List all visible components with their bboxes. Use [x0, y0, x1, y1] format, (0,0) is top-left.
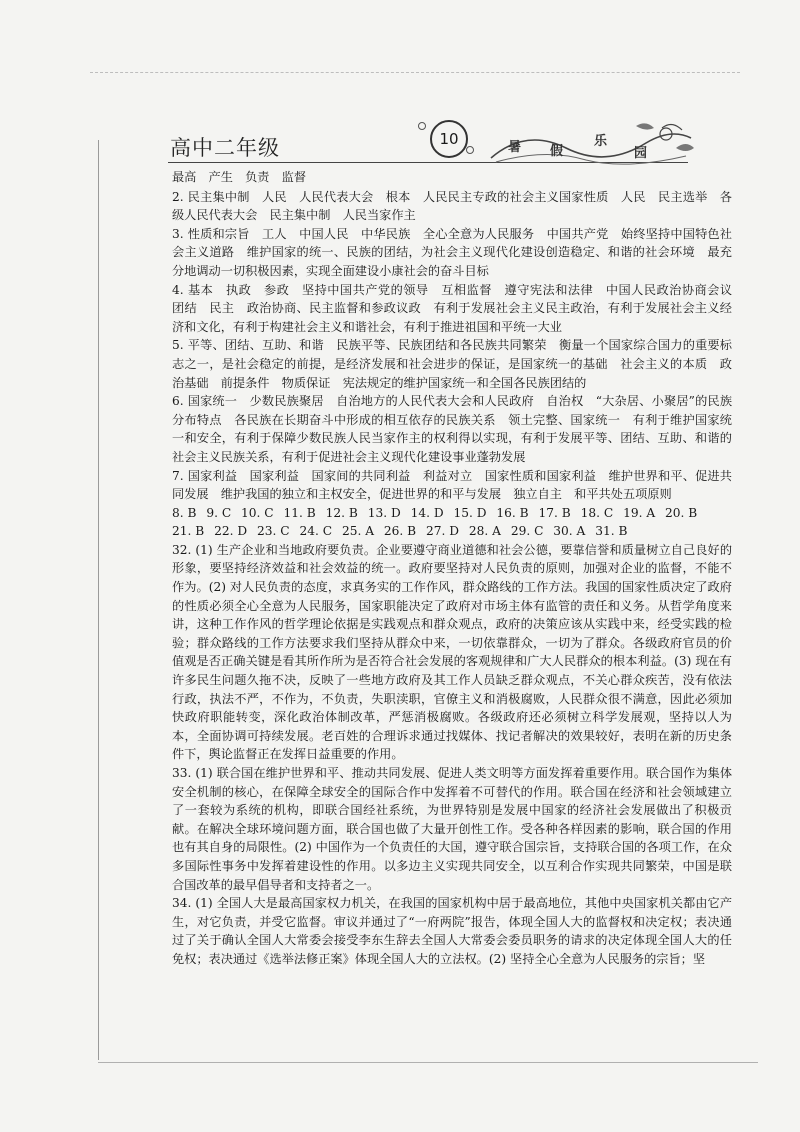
choice-answer: 20. B	[665, 505, 698, 520]
page-bottom-line	[98, 1062, 758, 1063]
decor-dot	[466, 146, 474, 154]
answer-item	[172, 336, 732, 392]
choice-answer: 23. C	[257, 524, 290, 539]
page-number: 10	[430, 120, 468, 158]
page-left-margin-line	[98, 140, 99, 1060]
choice-answer: 26. B	[383, 524, 417, 539]
essay-answer	[172, 541, 732, 764]
choice-answer: 27. D	[425, 524, 459, 539]
choice-answer: 10. C	[241, 505, 274, 520]
essay-answer	[172, 894, 732, 968]
choice-answer: 12. B	[325, 505, 358, 520]
item-text: (1) 联合国在维护世界和平、推动共同发展、促进人类文明等方面发挥着重要作用。联合国作为集体安全机制的核心，在保障全球安全的国际合作中发挥着不可替代的作用。联合国在经济和社会领域建立了一套较为系统的机构，即联合国经社系统，为世界特别是发展中国家的经济社会发展做出了积极贡献。在解决全球环境问题方面，联合国也做了大量开创性工作。受各种各样因素的影响，联合国的作用也有其自身的局限性。(2) 中国作为一个负责任的大国，遵守联合国宗旨，支持联合国的各项工作，在众多国际性事务中发挥着建设性的作用。以多边主义实现共同安全，以互利合作实现共同繁荣，中国是联合国改革的最早倡导者和支持者之一。	[172, 766, 733, 892]
grade-title: 高中二年级	[170, 136, 280, 160]
essay-answer	[172, 764, 732, 894]
answer-item	[172, 467, 732, 504]
item-number: 2.	[172, 189, 184, 204]
choice-answer: 28. A	[468, 524, 501, 539]
item-text: 平等、团结、互助、和谐 民族平等、民族团结和各民族共同繁荣 衡量一个国家综合国力的重要标志之一，是社会稳定的前提，是经济发展和社会进步的保证，是国家统一的基础 社会主义的本质 政治基础 前提条件 物质保证 宪法规定的维护国家统一和全国各民族团结的	[172, 338, 732, 390]
banner-char: 暑	[508, 140, 522, 155]
choice-answer: 29. C	[510, 524, 544, 539]
choice-answer: 15. D	[453, 505, 487, 520]
choice-answers-row	[172, 522, 732, 541]
item-number: 33.	[172, 766, 192, 780]
item-number: 32.	[172, 542, 192, 557]
answer-item	[172, 188, 732, 225]
banner-char: 园	[634, 146, 648, 161]
answer-item	[172, 168, 732, 187]
answer-item	[172, 225, 732, 281]
answer-item	[172, 281, 745, 337]
choice-answer: 21. B	[172, 524, 205, 539]
choice-answer: 13. D	[367, 505, 401, 520]
choice-answer: 17. B	[538, 505, 571, 520]
decor-dot	[418, 122, 426, 130]
answer-content	[172, 168, 745, 969]
choice-answer: 18. C	[580, 505, 614, 520]
choice-answer: 31. B	[595, 524, 628, 539]
item-number: 7.	[172, 468, 184, 483]
item-text: 国家统一 少数民族聚居 自治地方的人民代表大会和人民政府 自治权 “大杂居、小聚居”的民族分布特点 各民族在长期奋斗中形成的相互依存的民族关系 领土完整、国家统一 有利于维护国家统一和安全，有利于保障少数民族人民当家作主的权利得以实现，有利于发展平等、团结、互助、和谐的社会主义民族关系，有利于促进社会主义现代化建设事业蓬勃发展	[172, 394, 733, 464]
answer-item	[172, 392, 732, 466]
choice-answer: 24. C	[299, 524, 333, 539]
item-text: 最高 产生 负责 监督	[172, 170, 307, 184]
item-number: 34.	[172, 896, 192, 911]
choice-answer: 19. A	[623, 505, 656, 520]
item-text: 基本 执政 参政 坚持中国共产党的领导 互相监督 遵守宪法和法律 中国人民政治协商会议 团结 民主 政治协商、民主监督和参政议政 有利于发展社会主义民主政治，有利于发展社会主义经济和文化，有利于构建社会主义和谐社会，有利于推进祖国和平统一大业	[172, 282, 745, 334]
summer-banner-logo	[486, 118, 696, 170]
page-header	[168, 118, 738, 168]
choice-answer: 25. A	[341, 524, 374, 539]
item-number: 5.	[172, 338, 184, 353]
item-text: 性质和宗旨 工人 中国人民 中华民族 全心全意为人民服务 中国共产党 始终坚持中国特色社会主义道路 维护国家的统一、民族的团结，为社会主义现代化建设创造稳定、和谐的社会环境 最充分地调动一切积极因素，实现全面建设小康社会的奋斗目标	[172, 226, 732, 278]
item-number: 4.	[172, 282, 184, 297]
choice-answer: 8. B	[172, 505, 197, 520]
banner-char: 乐	[594, 134, 608, 149]
choice-answer: 30. A	[553, 524, 586, 539]
item-text: 国家利益 国家利益 国家间的共同利益 利益对立 国家性质和国家利益 维护世界和平、促进共同发展 维护我国的独立和主权安全，促进世界的和平与发展 独立自主 和平共处五项原则	[172, 468, 732, 502]
choice-answer: 14. D	[410, 505, 444, 520]
item-text: 民主集中制 人民 人民代表大会 根本 人民民主专政的社会主义国家性质 人民 民主选举 各级人民代表大会 民主集中制 人民当家作主	[172, 189, 732, 223]
banner-char: 假	[550, 144, 564, 159]
choice-answers-row	[172, 504, 732, 523]
item-text: (1) 生产企业和当地政府要负责。企业要遵守商业道德和社会公德，要靠信誉和质量树立自己良好的形象，要坚持经济效益和社会效益的统一。政府要坚持对人民负责的原则，加强对企业的监督，不能不作为。(2) 对人民负责的态度，求真务实的工作作风，群众路线的工作方法。我国的国家性质决定了政府的性质必须全心全意为人民服务，国家职能决定了政府对市场主体有监管的责任和义务。从哲学角度来讲，这种工作作风的哲学理论依据是实践观点和群众观点，政府的决策应该从实践中来，经受实践的检验；群众路线的工作方法要求我们坚持从群众中来，一切依靠群众，一切为了群众。各级政府官员的价值观是否正确关键是看其所作所为是否符合社会发展的客观规律和广大人民群众的根本利益。(3) 现在有许多民生问题久拖不决，反映了一些地方政府及其工作人员缺乏群众观点，不关心群众疾苦，没有依法行政，执法不严，不作为，不负责，失职渎职，官僚主义和消极腐败，人民群众很不满意，因此必须加快政府职能转变，深化政治体制改革，严惩消极腐败。各级政府还必须树立科学发展观，坚持以人为本，全面协调可持续发展。老百姓的合理诉求通过找媒体、找记者解决的效果较好，表明在新的历史条件下，舆论监督正在发挥日益重要的作用。	[172, 542, 733, 762]
choice-answer: 9. C	[206, 505, 232, 520]
choice-answer: 22. D	[214, 524, 248, 539]
choice-answer: 16. B	[496, 505, 529, 520]
item-number: 3.	[172, 226, 184, 241]
item-text: (1) 全国人大是最高国家权力机关，在我国的国家机构中居于最高地位，其他中央国家机关都由它产生，对它负责，并受它监督。审议并通过了“一府两院”报告，体现全国人大的监督权和决定权；表决通过了关于确认全国人大常委会接受李东生辞去全国人大常委会委员职务的请求的决定体现全国人大的任免权；表决通过《选举法修正案》体现全国人大的立法权。(2) 坚持全心全意为人民服务的宗旨；坚	[172, 896, 733, 966]
item-number: 6.	[172, 394, 184, 409]
scan-edge-line	[90, 72, 740, 73]
choice-answer: 11. B	[283, 505, 316, 520]
